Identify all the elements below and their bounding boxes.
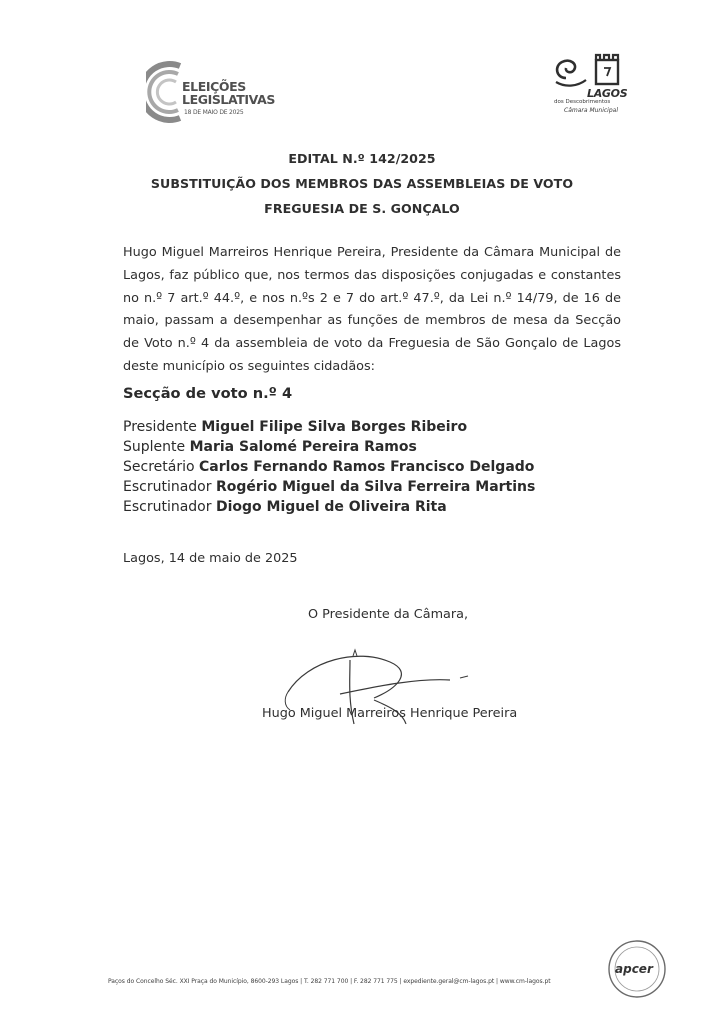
member-row [123, 457, 583, 477]
lagos-logo-camara: Câmara Municipal [564, 107, 619, 114]
member-name: Diogo Miguel de Oliveira Rita [215, 499, 447, 515]
apcer-logo-word: apcer [615, 962, 653, 976]
member-name: Rogério Miguel da Silva Ferreira Martins [215, 479, 536, 495]
eleicoes-logo-line2: LEGISLATIVAS [182, 92, 275, 107]
member-role: Escrutinador [123, 499, 212, 515]
member-row [123, 417, 583, 437]
edital-subject-title: SUBSTITUIÇÃO DOS MEMBROS DAS ASSEMBLEIAS DE VOTO [150, 176, 574, 191]
lagos-logo-subtitle: dos Descobrimentos [554, 99, 611, 105]
section-heading: Secção de voto n.º 4 [123, 385, 293, 402]
members-list [123, 417, 583, 517]
member-name: Maria Salomé Pereira Ramos [189, 439, 417, 455]
apcer-certification-logo [606, 938, 668, 1000]
lagos-logo-word: LAGOS [587, 87, 628, 100]
member-role: Presidente [123, 419, 197, 435]
member-row [123, 477, 583, 497]
member-role: Suplente [123, 439, 186, 455]
member-name: Miguel Filipe Silva Borges Ribeiro [201, 419, 468, 435]
member-role: Escrutinador [123, 479, 212, 495]
lagos-emblem-icon [548, 52, 628, 92]
member-name: Carlos Fernando Ramos Francisco Delgado [199, 459, 535, 475]
member-row [123, 497, 583, 517]
intro-paragraph: Hugo Miguel Marreiros Henrique Pereira, Presidente da Câmara Municipal de Lagos, faz público que, nos termos das disposições conjugadas e constantes no n.º 7 art.º 44.º, e nos n.ºs 2 e 7 do art.º 47.º, da Lei n.º 14/79, de 16 de maio, passam a desempenhar as funções de membros de mesa da Secção de Voto n.º 4 da assembleia de voto da Freguesia de São Gonçalo de Lagos deste município os seguintes cidadãos: [123, 245, 621, 374]
footer-address: Paços do Concelho Séc. XXI Praça do Município, 8600-293 Lagos | T. 282 771 700 | F. 282 771 775 | expediente.geral@cm-lagos.pt | www.cm-lagos.pt [108, 978, 551, 985]
closing-title: O Presidente da Câmara, [308, 607, 469, 622]
member-role: Secretário [123, 459, 195, 475]
eleicoes-swirl-icon [146, 60, 186, 124]
lagos-municipality-logo [548, 52, 628, 122]
eleicoes-logo-date: 18 DE MAIO DE 2025 [184, 109, 244, 116]
eleicoes-logo-line1: ELEIÇÕES [182, 79, 246, 94]
signatory-name: Hugo Miguel Marreiros Henrique Pereira [262, 706, 518, 721]
edital-parish-title: FREGUESIA DE S. GONÇALO [264, 201, 460, 216]
edital-number-title: EDITAL N.º 142/2025 [288, 151, 436, 166]
eleicoes-legislativas-logo [146, 60, 296, 124]
place-date: Lagos, 14 de maio de 2025 [123, 551, 298, 566]
member-row [123, 437, 583, 457]
